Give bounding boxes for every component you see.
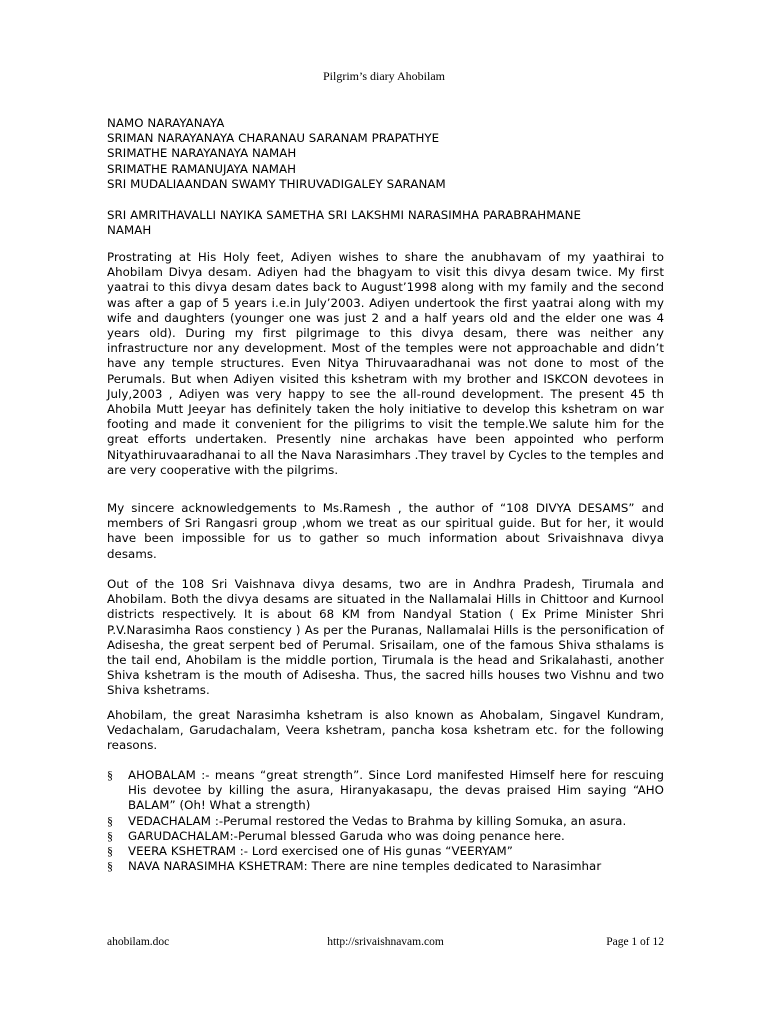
dedication-line: SRI AMRITHAVALLI NAYIKA SAMETHA SRI LAKSHMI NARASIMHA PARABRAHMANE bbox=[107, 208, 581, 222]
footer-page-number: Page 1 of 12 bbox=[606, 936, 664, 948]
list-item bbox=[107, 814, 664, 829]
invocation-line: SRIMATHE RAMANUJAYA NAMAH bbox=[107, 161, 297, 176]
list-item bbox=[107, 768, 664, 814]
dedication-line: NAMAH bbox=[107, 223, 152, 238]
section-sign-bullet: § bbox=[107, 813, 114, 828]
document-title: Pilgrim’s diary Ahobilam bbox=[323, 69, 445, 83]
paragraph-yaathirai bbox=[107, 250, 664, 478]
invocation-line: SRI MUDALIAANDAN SWAMY THIRUVADIGALEY SARANAM bbox=[107, 176, 446, 191]
invocation-line: NAMO NARAYANAYA bbox=[107, 116, 225, 130]
paragraph-text: Ahobilam, the great Narasimha kshetram is also known as Ahobalam, Singavel Kundram, Vedachalam, Garudachalam, Veera kshetram, pancha kosa kshetram etc. for the following reasons. bbox=[107, 708, 664, 753]
section-sign-bullet: § bbox=[107, 859, 114, 874]
footer-filename: ahobilam.doc bbox=[107, 936, 170, 948]
section-sign-bullet: § bbox=[107, 844, 114, 859]
section-sign-bullet: § bbox=[107, 768, 114, 782]
invocation-line: SRIMAN NARAYANAYA CHARANAU SARANAM PRAPATHYE bbox=[107, 131, 440, 146]
list-item-text: GARUDACHALAM:-Perumal blessed Garuda who was doing penance here. bbox=[128, 828, 565, 843]
paragraph-location bbox=[107, 577, 664, 699]
list-item-text: VEDACHALAM :-Perumal restored the Vedas to Brahma by killing Somuka, an asura. bbox=[128, 813, 627, 828]
paragraph-text: Out of the 108 Sri Vaishnava divya desams, two are in Andhra Pradesh, Tirumala and Ahobilam. Both the divya desams are situated in the Nallamalai Hills in Chittoor and Kurnool districts respectively. It is about 68 KM from Nandyal Station ( Ex Prime Minister Shri P.V.Narasimha Raos constiency ) As per the Puranas, Nallamalai Hills is the personification of Adisesha, the great serpent bed of Perumal. Srisailam, one of the famous Shiva sthalams is the tail end, Ahobilam is the middle portion, Tirumala is the head and Srikalahasti, another Shiva kshetram is the mouth of Adisesha. Thus, the sacred hills houses two Vishnu and two Shiva kshetrams. bbox=[107, 577, 664, 698]
section-sign-bullet: § bbox=[107, 828, 114, 843]
paragraph-acknowledgements bbox=[107, 501, 664, 562]
page-header bbox=[0, 69, 768, 84]
list-item bbox=[107, 859, 664, 874]
invocation-block bbox=[107, 116, 664, 192]
paragraph-text: Prostrating at His Holy feet, Adiyen wishes to share the anubhavam of my yaathirai to Ahobilam Divya desam. Adiyen had the bhagyam to visit this divya desam twice. My first yaatrai to this divya desam dates back to August’1998 along with my family and the second was after a gap of 5 years i.e.in July’2003. Adiyen undertook the first yaatrai along with my wife and daughters (younger one was just 2 and a half years old and the elder one was 4 years old). During my first pilgrimage to this divya desam, there was neither any infrastructure nor any development. Most of the temples were not approachable and didn’t have any temple structures. Even Nitya Thiruvaaradhanai was not done to most of the Perumals. But when Adiyen visited this kshetram with my brother and ISKCON devotees in July,2003 , Adiyen was very happy to see the all-round development. The present 45 th Ahobila Mutt Jeeyar has definitely taken the holy initiative to develop this kshetram on war footing and made it convenient for the piligrims to visit the temple.We salute him for the great efforts undertaken. Presently nine archakas have been appointed who perform Nityathiruvaaradhanai to all the Nava Narasimhars .They travel by Cycles to the temples and are very cooperative with the pilgrims. bbox=[107, 250, 664, 477]
paragraph-text: My sincere acknowledgements to Ms.Ramesh , the author of “108 DIVYA DESAMS” and members of Sri Rangasri group ,whom we treat as our spiritual guide. But for her, it would have been impossible for us to gather so much information about Srivaishnava divya desams. bbox=[107, 501, 664, 561]
invocation-line: SRIMATHE NARAYANAYA NAMAH bbox=[107, 146, 297, 161]
reasons-list bbox=[107, 768, 664, 874]
list-item-text: VEERA KSHETRAM :- Lord exercised one of His gunas “VEERYAM” bbox=[128, 844, 513, 859]
list-item bbox=[107, 829, 664, 844]
dedication-block bbox=[107, 208, 664, 238]
paragraph-names bbox=[107, 708, 664, 754]
footer-url: http://srivaishnavam.com bbox=[327, 936, 444, 948]
list-item-text: NAVA NARASIMHA KSHETRAM: There are nine temples dedicated to Narasimhar bbox=[128, 859, 602, 874]
list-item bbox=[107, 844, 664, 859]
list-item-text: AHOBALAM :- means “great strength”. Since Lord manifested Himself here for rescuing His devotee by killing the asura, Hiranyakasapu, the devas praised Him saying “AHO BALAM” (Oh! What a strength) bbox=[128, 768, 664, 813]
